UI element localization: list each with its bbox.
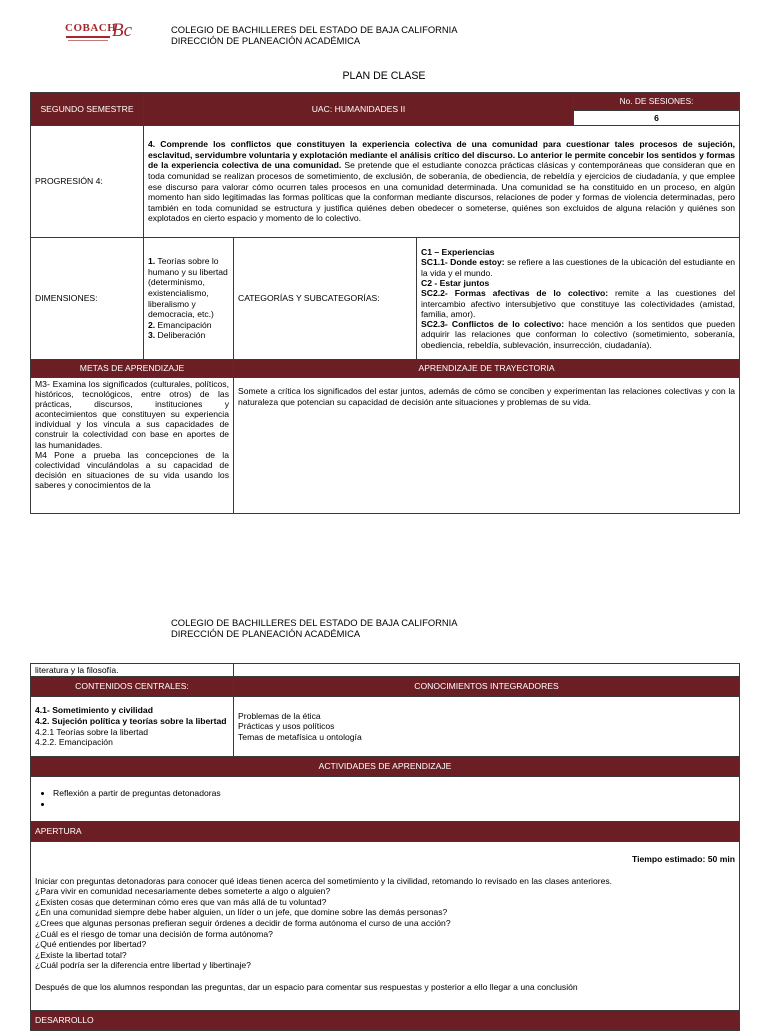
actividades-header: ACTIVIDADES DE APRENDIZAJE xyxy=(31,757,740,777)
dimensiones-label: DIMENSIONES: xyxy=(31,238,144,360)
question-item: ¿Para vivir en comunidad necesariamente debes someterte a algo o alguien? xyxy=(35,886,331,897)
sc11-label: SC1.1- Donde estoy: xyxy=(421,257,505,268)
sesiones-value: 6 xyxy=(574,111,740,126)
logo xyxy=(62,22,142,48)
logo-text: COBACH xyxy=(65,22,117,34)
contenido-2: 4.2. Sujeción política y teorías sobre la libertad xyxy=(35,715,227,726)
plan-table-page-2 xyxy=(30,663,740,1031)
question-item: ¿Cuál podría ser la diferencia entre libertad y libertinaje? xyxy=(35,960,251,971)
logo-tagline-line-2 xyxy=(68,40,108,41)
dim-2-num: 2. xyxy=(148,319,156,330)
actividades-list xyxy=(31,777,740,822)
contenido-3: 4.2.1 Teorías sobre la libertad xyxy=(35,726,149,737)
question-item: ¿En una comunidad siempre debe haber alguien, un líder o un jefe, que domine sobre las demás personas? xyxy=(35,907,448,918)
conocimientos-header: CONOCIMIENTOS INTEGRADORES xyxy=(234,677,740,697)
conocimiento-3: Temas de metafísica u ontología xyxy=(238,731,362,742)
trayectoria-header: APRENDIZAJE DE TRAYECTORIA xyxy=(234,360,740,378)
cat-c1: C1 – Experiencias xyxy=(421,247,495,258)
sc22-text: remite a las cuestiones del intercambio afectivo intersubjetivo que constituye las colectividades (amistad, familia, amor). xyxy=(421,288,736,319)
conocimientos-list xyxy=(234,697,740,757)
header-line-2-page-2: DIRECCIÓN DE PLANEACIÓN ACADÉMICA xyxy=(171,628,361,639)
desarrollo-header: DESARROLLO xyxy=(31,1011,740,1031)
conocimiento-1: Problemas de la ética xyxy=(238,710,321,721)
sc22-label: SC2.2- Formas afectivas de lo colectivo: xyxy=(421,288,609,299)
meta-m3: M3- Examina los significados (culturales, políticos, históricos, tecnológicos, entre otros) de las prácticas, discursos, instituciones y acontecimientos que constituyen su experiencia individual y los vincula a sus capacidades de construir la colectividad con base en aportes de las humanidades. xyxy=(35,379,229,450)
plan-table xyxy=(30,92,740,514)
contenido-4: 4.2.2. Emancipación xyxy=(35,737,113,748)
question-item: ¿Existen cosas que determinan cómo eres que van más allá de tu voluntad? xyxy=(35,896,327,907)
question-item: ¿Crees que algunas personas prefieran seguir órdenes a decidir de forma autónoma el curso de una acción? xyxy=(35,917,451,928)
question-item: ¿Qué entiendes por libertad? xyxy=(35,939,147,950)
meta-m4: M4 Pone a prueba las concepciones de la colectividad vinculándolas a su capacidad de decisión en situaciones de su vida usando los saberes y conocimientos de la xyxy=(35,449,229,490)
tiempo-estimado: Tiempo estimado: 50 min xyxy=(632,854,735,864)
progresion-bold: 4. Comprende los conflictos que constituyen la experiencia colectiva de una comunidad para cuestionar tales procesos de sujeción, esclavitud, servidumbre voluntaria y explotación mediante el análisis crítico del discurso. Lo anterior le permite concebir los sentidos y formas de la experiencia colectiva de una comunidad. xyxy=(148,139,736,171)
sc23-label: SC2.3- Conflictos de lo colectivo: xyxy=(421,319,565,330)
trayectoria-body: Somete a crítica los significados del estar juntos, además de cómo se conciben y experimentan las relaciones colectivas y con la naturaleza que potencian su capacidad de decisión ante situaciones y problemas de su vida. xyxy=(238,386,736,407)
header-line-2: DIRECCIÓN DE PLANEACIÓN ACADÉMICA xyxy=(171,35,361,46)
logo-mark: Bc xyxy=(112,20,133,41)
question-item: ¿Existe la libertad total? xyxy=(35,949,127,960)
progresion-label: PROGRESIÓN 4: xyxy=(31,126,144,238)
contenidos-header: CONTENIDOS CENTRALES: xyxy=(31,677,234,697)
document-header xyxy=(171,24,458,46)
actividad-item-empty xyxy=(53,799,735,810)
dim-2: Emancipación xyxy=(155,319,212,330)
header-line-1-page-2: COLEGIO DE BACHILLERES DEL ESTADO DE BAJA CALIFORNIA xyxy=(171,617,458,628)
apertura-intro: Iniciar con preguntas detonadoras para conocer qué ideas tienen acerca del sometimiento y la civilidad, retomando lo revisado en las clases anteriores. xyxy=(35,875,613,886)
progresion-body: Se pretende que el estudiante conozca prácticas clásicas y contemporáneas que consideran que en toda comunidad se realizan procesos de sometimiento, de exclusión, de soberanía, de obediencia, de rebeldía y ejercicios de ciudadanía, y que emplee ese discurso para valorar cómo ocurren tales procesos en una comunidad determinada. Una comunidad se ha constituido en un proceso, en algún momento han sido legitimadas las formas políticas que la conforman mediante discursos, relaciones de poder y formas de violencia determinadas, pero también en toda comunidad se estructura y justifica quiénes deben obedecer o someterse, quiénes son excluidos de alguna relación y quiénes son explotados en cierto espacio y momento de lo colectivo. xyxy=(148,160,736,224)
sesiones-label: No. DE SESIONES: xyxy=(574,93,740,111)
metas-text xyxy=(31,378,234,514)
conocimiento-2: Prácticas y usos políticos xyxy=(238,721,335,732)
progresion-text xyxy=(144,126,740,238)
apertura-body xyxy=(31,842,740,1011)
uac-cell: UAC: HUMANIDADES II xyxy=(144,93,574,126)
categorias-label: CATEGORÍAS Y SUBCATEGORÍAS: xyxy=(234,238,417,360)
metas-header: METAS DE APRENDIZAJE xyxy=(31,360,234,378)
dim-1-num: 1. xyxy=(148,256,156,267)
apertura-header: APERTURA xyxy=(31,822,740,842)
cat-c2: C2 - Estar juntos xyxy=(421,277,490,288)
metas-continuation: literatura y la filosofía. xyxy=(31,664,234,677)
apertura-closing: Después de que los alumnos respondan las preguntas, dar un espacio para comentar sus respuestas y posterior a ello llegar a una conclusión xyxy=(35,981,578,992)
page-title: PLAN DE CLASE xyxy=(342,70,426,82)
dimensiones-list xyxy=(144,238,234,360)
dim-1: Teorías sobre lo humano y su libertad (determinismo, existencialismo, liberalismo y democracia, etc.) xyxy=(148,256,228,320)
contenidos-list xyxy=(31,697,234,757)
categorias-text xyxy=(417,238,740,360)
document-header-page-2 xyxy=(171,617,458,639)
actividad-item: • Reflexión a partir de preguntas detonadoras xyxy=(53,788,735,799)
trayectoria-text xyxy=(234,378,740,514)
sc11-text: se refiere a las cuestiones de la ubicación del estudiante en la vida y el mundo. xyxy=(421,257,736,278)
dim-3: Deliberación xyxy=(155,330,206,341)
question-list xyxy=(35,886,735,971)
sc23-text: hace mención a los sentidos que pueden adquirir las relaciones que conforman lo colectivo (sometimiento, soberanía, obediencia, rebeldía, sublevación, insurrección, ciudadanía). xyxy=(421,319,736,350)
semestre-cell: SEGUNDO SEMESTRE xyxy=(31,93,144,126)
question-item: ¿Cuál es el riesgo de tomar una decisión de forma autónoma? xyxy=(35,928,273,939)
empty-cell xyxy=(234,664,740,677)
header-line-1: COLEGIO DE BACHILLERES DEL ESTADO DE BAJA CALIFORNIA xyxy=(171,24,458,35)
dim-3-num: 3. xyxy=(148,330,156,341)
contenido-1: 4.1- Sometimiento y civilidad xyxy=(35,705,153,716)
logo-tagline-line xyxy=(66,36,110,38)
